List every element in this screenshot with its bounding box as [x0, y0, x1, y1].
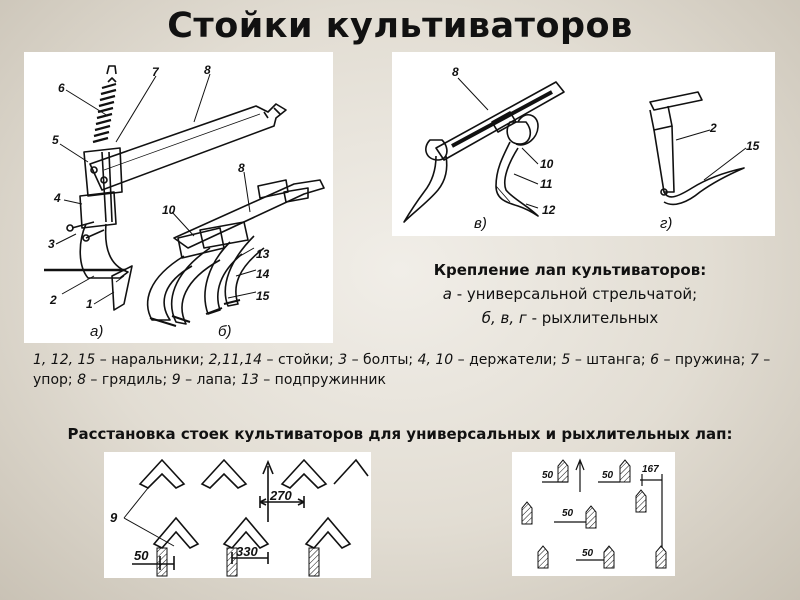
- dimension-330: 330: [236, 544, 258, 559]
- dimension-50: 50: [134, 548, 149, 563]
- dimension-50d: 50: [582, 548, 594, 559]
- caption-heading: Крепление лап культиваторов:: [433, 261, 707, 279]
- label-4: 4: [54, 191, 61, 205]
- sublabel-g: г): [660, 215, 673, 232]
- layout-diagram-sweep: [104, 452, 371, 578]
- figure-shanks-vg: [392, 52, 775, 236]
- label-12: 12: [542, 203, 556, 217]
- label-7: 7: [152, 65, 159, 79]
- caption-line-a: а - универсальной стрельчатой;: [442, 285, 698, 303]
- slide-title: Стойки культиваторов: [167, 6, 633, 46]
- figure-caption: [405, 258, 735, 330]
- parts-legend: 1, 12, 15 – наральники; 2,11,14 – стойки; 3 – болты; 4, 10 – держатели; 5 – штанга; 6 – пружина; 7 – упор; 8 – грядиль; 9 – лапа; 13 – подпружинник: [33, 352, 771, 388]
- dimension-50a: 50: [542, 470, 554, 481]
- label-2: 2: [50, 293, 57, 307]
- label-8b: 8: [238, 161, 245, 175]
- label-8: 8: [204, 63, 211, 77]
- dimension-270: 270: [270, 488, 292, 503]
- label-6: 6: [58, 81, 65, 95]
- layout-subheading: Расстановка стоек культиваторов для универсальных и рыхлительных лап:: [67, 425, 733, 443]
- label-10: 10: [540, 157, 554, 171]
- sublabel-b: б): [218, 323, 232, 340]
- sublabel-v: в): [474, 215, 487, 232]
- figure-shanks-ab: [24, 52, 333, 343]
- label-2: 2: [710, 121, 717, 135]
- shank-drawing-vg: [392, 52, 775, 236]
- dimension-50b: 50: [602, 470, 614, 481]
- label-9: 9: [110, 510, 118, 525]
- label-1: 1: [86, 297, 93, 311]
- caption-line-bvg: б, в, г - рыхлительных: [481, 309, 659, 327]
- shank-drawing-ab: [24, 52, 333, 343]
- label-3: 3: [48, 237, 55, 251]
- dimension-167: 167: [642, 464, 659, 475]
- label-5: 5: [52, 133, 59, 147]
- label-14: 14: [256, 267, 270, 281]
- dimension-50c: 50: [562, 508, 574, 519]
- label-13: 13: [256, 247, 270, 261]
- label-11: 11: [540, 177, 553, 191]
- label-8: 8: [452, 65, 459, 79]
- label-15: 15: [746, 139, 760, 153]
- label-15: 15: [256, 289, 270, 303]
- sweep-layout-drawing: [104, 452, 371, 578]
- label-10: 10: [162, 203, 176, 217]
- chisel-layout-drawing: [512, 452, 675, 576]
- layout-diagram-chisel: [512, 452, 675, 576]
- sublabel-a: а): [90, 323, 104, 340]
